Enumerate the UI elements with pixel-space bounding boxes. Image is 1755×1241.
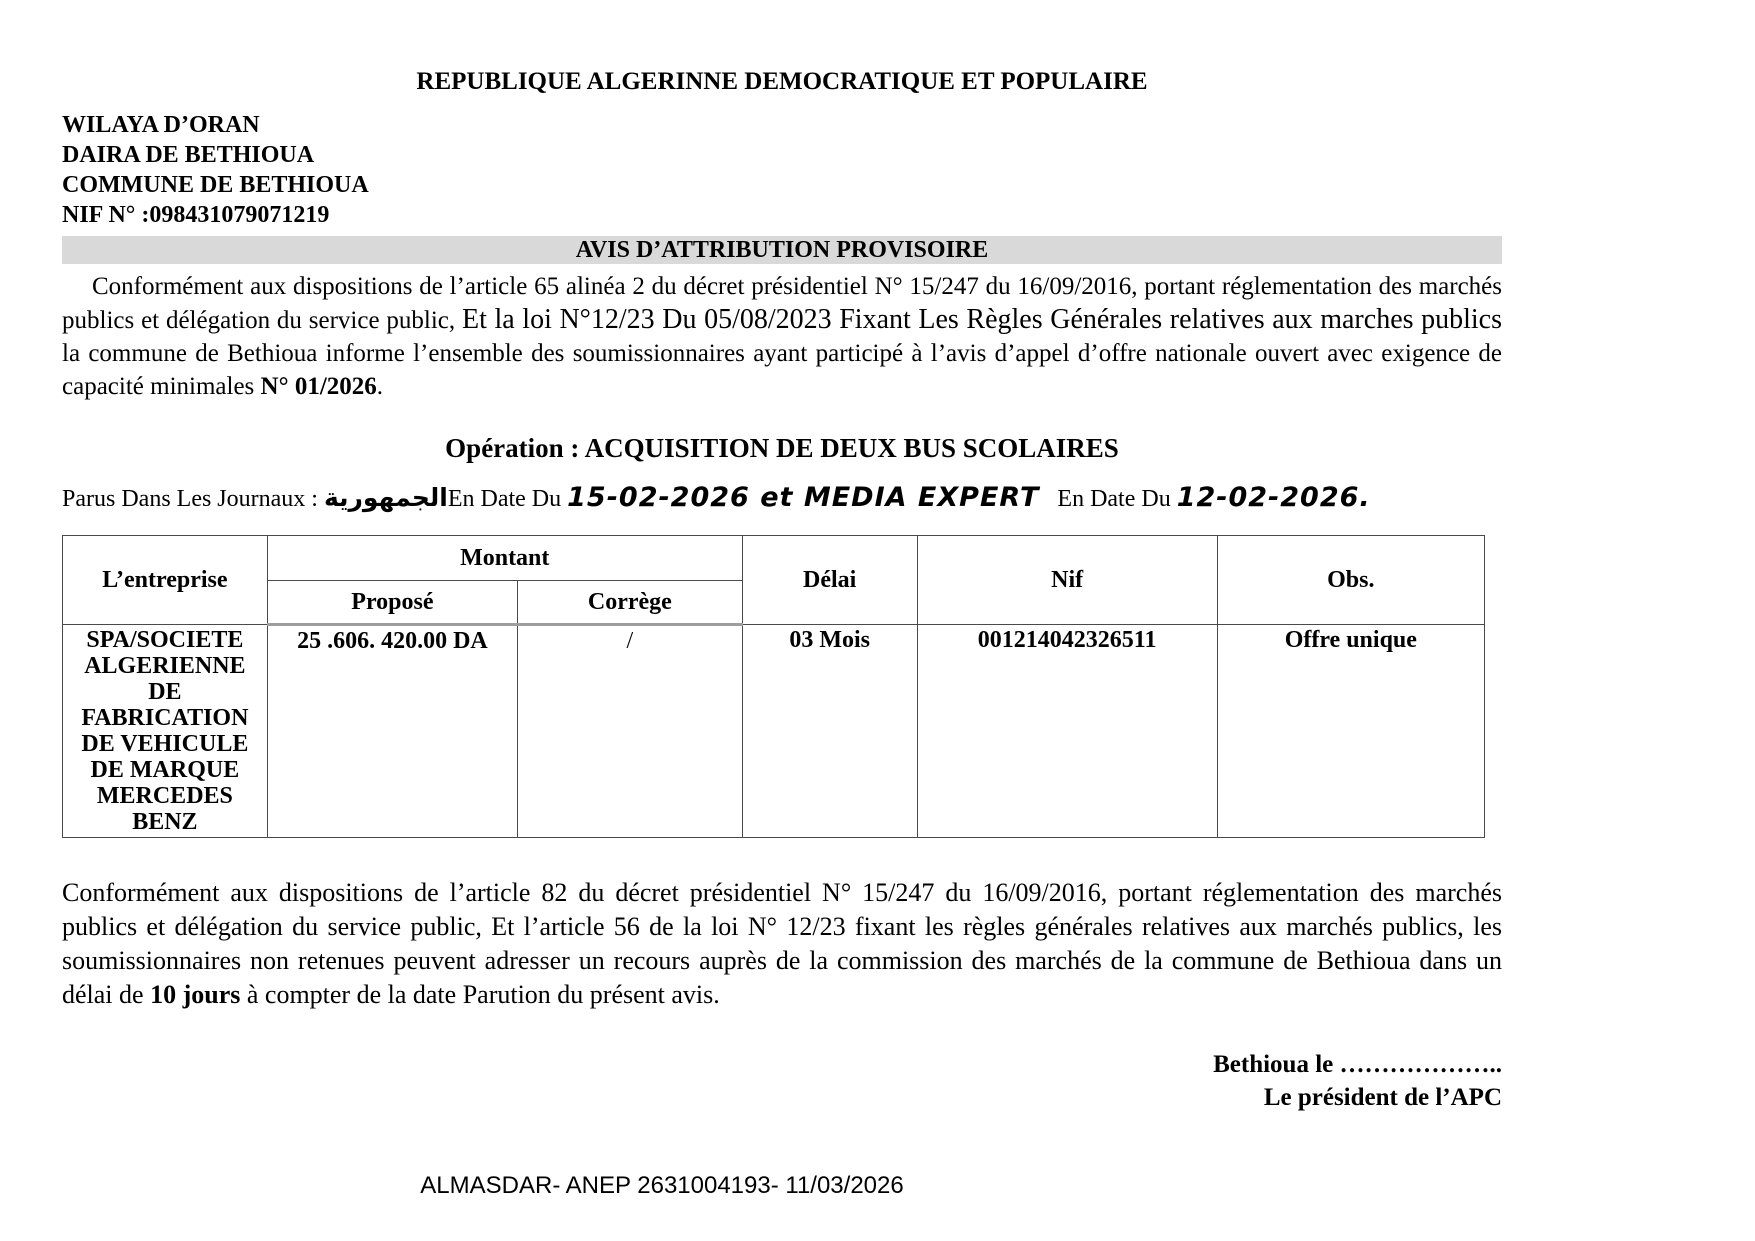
cell-entreprise: SPA/SOCIETE ALGERIENNE DE FABRICATION DE VEHICULE DE MARQUE MERCEDES BENZ — [63, 625, 268, 838]
cell-montant-propose: 25 .606. 420.00 DA — [267, 625, 517, 838]
org-daira: DAIRA DE BETHIOUA — [62, 142, 315, 168]
cell-nif: 001214042326511 — [917, 625, 1217, 838]
page-content — [62, 0, 1502, 1114]
header-delai: Délai — [742, 536, 917, 625]
para2-seg3: à compter de la date Parution du présent avis. — [240, 980, 720, 1009]
header-entreprise: L’entreprise — [63, 536, 268, 625]
para2-seg1: Conformément aux dispositions de l’article 82 du décret présidentiel N° 15/247 du 16/09/2016, portant réglementation des marchés publics et délégation du service public, Et l’article 56 de la loi N° 12/23 fixant les règles générales relatives aux marchés publics, les soumissionnaires non retenues peuvent adresser un recours auprès de la commission des marchés de la commune de Bethioua dans un délai de — [62, 878, 1502, 1009]
operation-title: Opération : ACQUISITION DE DEUX BUS SCOLAIRES — [445, 433, 1119, 463]
para2-delay: 10 jours — [150, 980, 241, 1009]
notice-banner: AVIS D’ATTRIBUTION PROVISOIRE — [62, 236, 1502, 264]
journals-en-date-1: En Date Du — [447, 486, 568, 512]
header-nif: Nif — [917, 536, 1217, 625]
signature-president: Le président de l’APC — [1263, 1084, 1502, 1111]
para1-seg1: Conformément aux dispositions de l’article 65 alinéa 2 du décret présidentiel N° 15/247 du 16/09/2016, portant réglementation des marchés publics et délégation du service public, — [62, 273, 1502, 334]
para1-seg5: . — [376, 373, 384, 400]
para1-seg2: Et la loi N°12/23 Du 05/08/2023 Fixant Les Règles Générales relatives aux marches publics — [462, 304, 1502, 335]
journal-date-2: 12-02-2026. — [1176, 482, 1371, 513]
header-montant: Montant — [267, 536, 742, 581]
cell-montant-correge: / — [518, 625, 743, 838]
paragraph-article-65 — [62, 270, 1502, 403]
header-obs: Obs. — [1217, 536, 1484, 625]
table-row — [63, 625, 1485, 838]
header-propose: Proposé — [267, 581, 517, 625]
org-wilaya: WILAYA D’ORAN — [62, 112, 260, 138]
org-nif: NIF N° :098431079071219 — [62, 202, 330, 228]
org-block — [62, 110, 1502, 230]
award-table — [62, 535, 1485, 838]
header-correge: Corrège — [518, 581, 743, 625]
paragraph-article-82 — [62, 876, 1502, 1012]
journals-prefix: Parus Dans Les Journaux : — [62, 486, 324, 512]
journals-line — [62, 482, 1502, 513]
cell-delai: 03 Mois — [742, 625, 917, 838]
signature-place-date: Bethioua le ……………….. — [1213, 1051, 1502, 1078]
anep-footer: ALMASDAR- ANEP 2631004193- 11/03/2026 — [420, 1172, 904, 1199]
cell-obs: Offre unique — [1217, 625, 1484, 838]
para1-tender-number: N° 01/2026 — [260, 373, 377, 400]
org-commune: COMMUNE DE BETHIOUA — [62, 172, 369, 198]
journal-name-arabic: الجمهورية — [323, 483, 448, 512]
journal-date-1: 15-02-2026 et MEDIA EXPERT — [567, 482, 1040, 513]
signature-block — [62, 1048, 1502, 1114]
journals-en-date-2: En Date Du — [1051, 486, 1177, 512]
republic-title: REPUBLIQUE ALGERINNE DEMOCRATIQUE ET POPULAIRE — [416, 68, 1148, 95]
para1-seg3: la commune de Bethioua informe l’ensemble des soumissionnaires ayant participé à l’avis d’appel d’offre nationale ouvert avec exigence de capacité minimales — [62, 340, 1502, 400]
